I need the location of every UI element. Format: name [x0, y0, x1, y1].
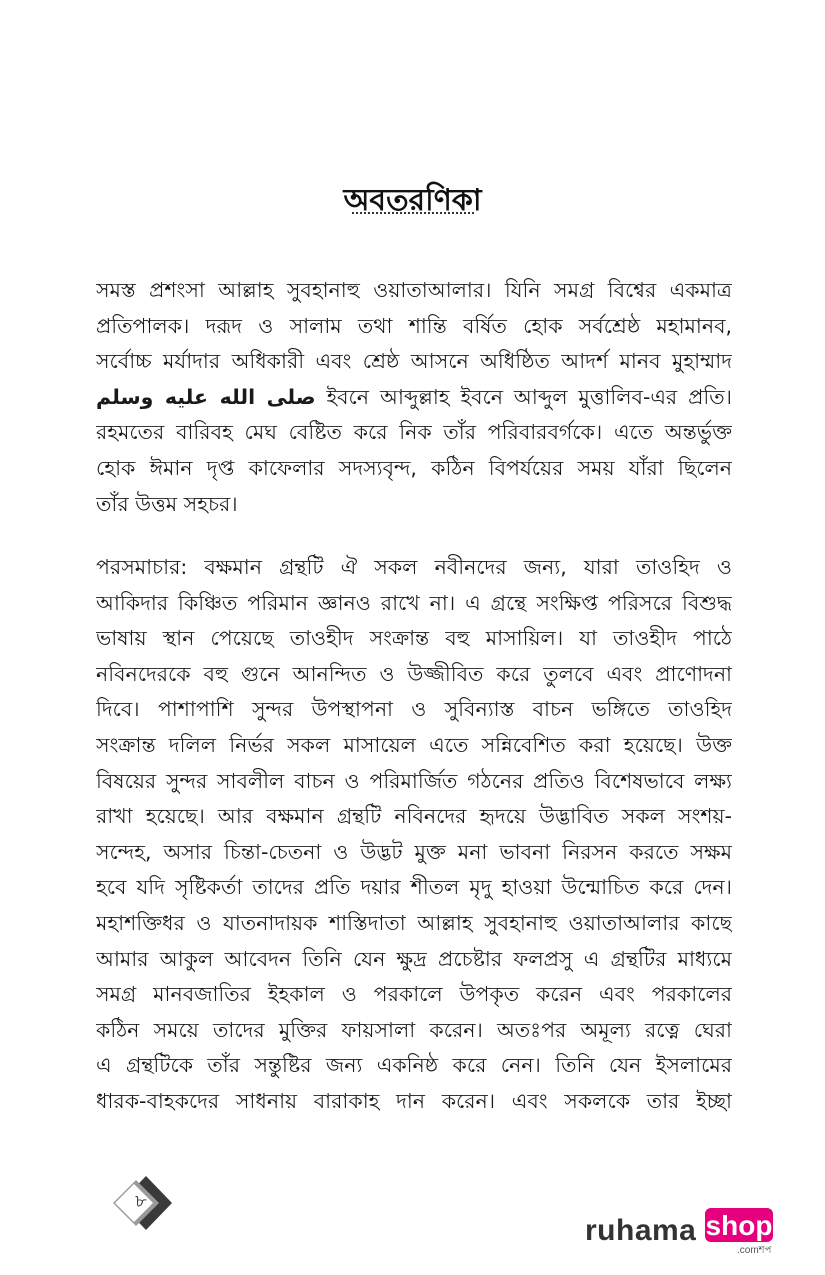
text-line: মহাশক্তিধর ও যাতনাদায়ক শাস্তিদাতা আল্লাহ সুবহানাহু ওয়াতাআলার কাছে [96, 910, 732, 935]
text-line: রহমতের বারিবহ মেঘ বেষ্টিত করে নিক তাঁর পরিবারবর্গকে। এতে অন্তর্ভুক্ত [96, 420, 732, 445]
text-line: রাখা হয়েছে। আর বক্ষমান গ্রন্থটি নবিনদের হৃদয়ে উদ্ভাবিত সকল সংশয়- [96, 804, 732, 829]
text-line: আমার আকুল আবেদন তিনি যেন ক্ষুদ্র প্রচেষ্টার ফলপ্রসু এ গ্রন্থটির মাধ্যমে [96, 946, 732, 971]
text-line: আকিদার কিঞ্চিত পরিমান জ্ঞানও রাখে না। এ গ্রন্থে সংক্ষিপ্ত পরিসরে বিশুদ্ধ [96, 590, 732, 615]
text-line: সংক্রান্ত দলিল নির্ভর সকল মাসায়েল এতে সন্নিবেশিত করা হয়েছে। উক্ত [96, 732, 732, 757]
text-line: প্রতিপালক। দরূদ ও সালাম তথা শান্তি বর্ষিত হোক সর্বশ্রেষ্ঠ মহামানব, [96, 313, 732, 338]
page-number: ৮ [135, 1191, 147, 1212]
text-line: বিষয়ের সুন্দর সাবলীল বাচন ও পরিমার্জিত গঠনের প্রতিও বিশেষভাবে লক্ষ্য [96, 768, 732, 793]
title-divider [352, 212, 474, 214]
logo-text-suffix: .comশপ [737, 1245, 772, 1256]
text-line: সর্বোচ্চ মর্যাদার অধিকারী এবং শ্রেষ্ঠ আসনে অধিষ্ঠিত আদর্শ মানব মুহাম্মাদ [96, 349, 732, 374]
text-line: তাঁর উত্তম সহচর। [96, 491, 238, 516]
text-line-part: ইবনে আব্দুল্লাহ ইবনে আব্দুল মুত্তালিব-এর প্রতি। [326, 384, 732, 409]
ruhamashop-logo [585, 1208, 785, 1256]
text-line: হোক ঈমান দৃপ্ত কাফেলার সদস্যবৃন্দ, কঠিন বিপর্যয়ের সময় যাঁরা ছিলেন [96, 455, 732, 480]
text-line: সমগ্র মানবজাতির ইহকাল ও পরকালে উপকৃত করেন এবং পরকালের [96, 982, 732, 1007]
text-line: কঠিন সময়ে তাদের মুক্তির ফায়সালা করেন। অতঃপর অমূল্য রত্নে ঘেরা [96, 1017, 732, 1042]
logo-text-shop: shop [705, 1210, 773, 1241]
text-line: সন্দেহ, অসার চিন্তা-চেতনা ও উদ্ভট মুক্ত মনা ভাবনা নিরসন করতে সক্ষম [96, 839, 732, 864]
intro-paragraph [96, 273, 732, 522]
text-line: সমস্ত প্রশংসা আল্লাহ সুবহানাহু ওয়াতাআলার। যিনি সমগ্র বিশ্বের একমাত্র [96, 278, 732, 302]
text-line: এ গ্রন্থটিকে তাঁর সন্তুষ্টির জন্য একনিষ্ঠ করে নেন। তিনি যেন ইসলামের [96, 1053, 732, 1078]
text-line: নবিনদেরকে বহু গুনে আনন্দিত ও উজ্জীবিত করে তুলবে এবং প্রাণোদনা [96, 661, 732, 686]
logo-text-ruhama: ruhama [585, 1214, 697, 1247]
text-line: ধারক-বাহকদের সাধনায় বারাকাহ দান করেন। এবং সকলকে তার ইচ্ছা [96, 1088, 732, 1113]
text-line: ভাষায় স্থান পেয়েছে তাওহীদ সংক্রান্ত বহু মাসায়িল। যা তাওহীদ পাঠে [96, 626, 732, 651]
page-title: অবতরণিকা [343, 183, 482, 218]
text-line: দিবে। পাশাপাশি সুন্দর উপস্থাপনা ও সুবিন্যাস্ত বাচন ভঙ্গিতে তাওহিদ [96, 697, 732, 722]
main-paragraph [96, 550, 732, 1120]
text-line: হবে যদি সৃষ্টিকর্তা তাদের প্রতি দয়ার শীতল মৃদু হাওয়া উন্মোচিত করে দেন। [96, 875, 732, 900]
arabic-salutation: صلى الله عليه وسلم [96, 384, 316, 409]
text-line: পরসমাচার: বক্ষমান গ্রন্থটি ঐ সকল নবীনদের জন্য, যারা তাওহিদ ও [96, 555, 732, 579]
text-line [96, 380, 732, 416]
